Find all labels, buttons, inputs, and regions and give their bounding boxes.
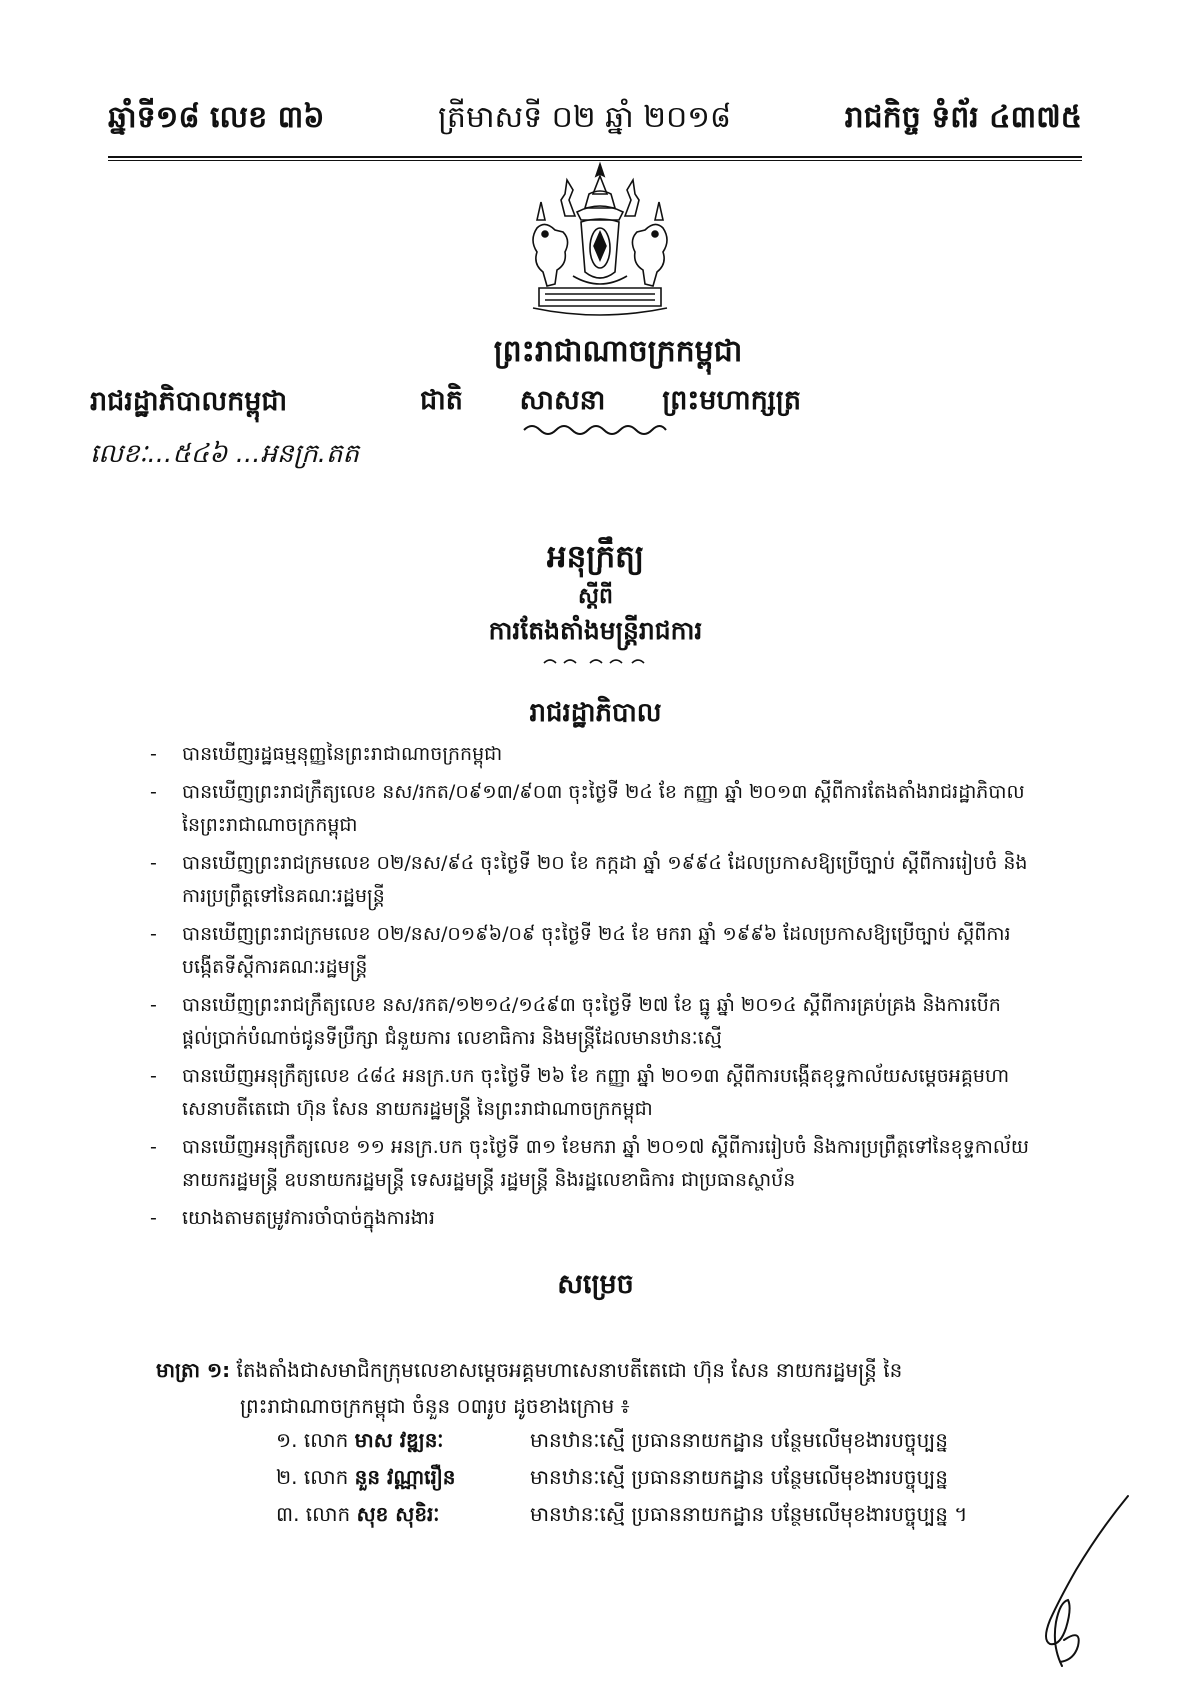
- header-year-issue: ឆ្នាំទី១៨ លេខ ៣៦: [108, 100, 325, 135]
- royal-coat-of-arms-icon: [515, 160, 685, 328]
- header-divider: [108, 156, 1082, 158]
- article-1-label: មាត្រា ១:: [156, 1358, 231, 1382]
- appointee-prefix: ៣. លោក: [276, 1502, 351, 1526]
- decree-reference-number: លេខៈ...៥៤៦ ...អនក្រ.តត: [90, 439, 360, 469]
- handwritten-signature-icon: [1020, 1490, 1140, 1680]
- appointee-prefix: ១. លោក: [276, 1428, 349, 1452]
- list-item: - បានឃើញព្រះរាជក្រឹត្យលេខ នស/រកត/០៩១៣/៩០៣ ចុះថ្ងៃទី ២៤ ខែ កញ្ញា ឆ្នាំ ២០១៣ ស្តីពីការតែងតាំងរាជរដ្ឋាភិបាលនៃព្រះរាជាណាចក្រកម្ពុជា: [150, 781, 1025, 836]
- document-subject: ការតែងតាំងមន្ត្រីរាជការ: [488, 616, 703, 645]
- appointee-prefix: ២. លោក: [276, 1465, 349, 1489]
- appointee-row: [276, 1459, 1006, 1496]
- article-1-text: តែងតាំងជាសមាជិកក្រុមលេខាសម្តេចអគ្គមហាសេនាបតីតេជោ ហ៊ុន សែន នាយករដ្ឋមន្ត្រី នៃ: [236, 1358, 903, 1382]
- appointee-name: សុខ សុខិរៈ: [356, 1502, 440, 1526]
- government-heading: រាជរដ្ឋាភិបាល: [529, 698, 662, 728]
- list-item: - បានឃើញព្រះរាជក្រមលេខ ០២/នស/០១៩៦/០៩ ចុះថ្ងៃទី ២៤ ខែ មករា ឆ្នាំ ១៩៩៦ ដែលប្រកាសឱ្យប្រើច្បាប់ ស្តីពីការបង្កើតទីស្តីការគណៈរដ្ឋមន្ត្រី: [150, 923, 1011, 978]
- appointee-list: [276, 1422, 1006, 1533]
- considerations-list: [150, 738, 1030, 1240]
- list-item: - បានឃើញអនុក្រឹត្យលេខ ៤៨៤ អនក្រ.បក ចុះថ្ងៃទី ២៦ ខែ កញ្ញា ឆ្នាំ ២០១៣ ស្តីពីការបង្កើតខុទ្ទកាល័យសម្តេចអគ្គមហាសេនាបតីតេជោ ហ៊ុន សែន នាយករដ្ឋមន្ត្រី នៃព្រះរាជាណាចក្រកម្ពុជា: [150, 1065, 1010, 1120]
- kingdom-name: ព្រះរាជាណាចក្រកម្ពុជា: [493, 334, 743, 369]
- list-item: - បានឃើញរដ្ឋធម្មនុញ្ញនៃព្រះរាជាណាចក្រកម្ពុជា: [150, 743, 503, 765]
- article-1: [156, 1352, 1026, 1424]
- appointee-role: មានឋានៈស្មើ ប្រធាននាយកដ្ឋាន បន្ថែមលើមុខងារបច្ចុប្បន្ន ។: [530, 1502, 968, 1526]
- list-item: - បានឃើញព្រះរាជក្រឹត្យលេខ នស/រកត/១២១៤/១៤៩៣ ចុះថ្ងៃទី ២៧ ខែ ធ្នូ ឆ្នាំ ២០១៤ ស្តីពីការគ្រប់គ្រង និងការបើកផ្តល់ប្រាក់បំណាច់ជូនទីប្រឹក្សា ជំនួយការ លេខាធិការ និងមន្ត្រីដែលមានឋានៈស្មើ: [150, 994, 1001, 1049]
- appointee-role: មានឋានៈស្មើ ប្រធាននាយកដ្ឋាន បន្ថែមលើមុខងារបច្ចុប្បន្ន: [530, 1428, 948, 1452]
- motto-religion: សាសនា: [519, 385, 606, 416]
- national-motto: [420, 384, 802, 423]
- motto-king: ព្រះមហាក្សត្រ: [662, 385, 802, 416]
- list-item: - យោងតាមតម្រូវការចាំបាច់ក្នុងការងារ: [150, 1207, 435, 1229]
- motto-ornament-icon: [520, 420, 670, 440]
- document-type-title: អនុក្រឹត្យ: [546, 539, 645, 575]
- title-ornament-icon: [540, 655, 650, 669]
- appointee-row: [276, 1422, 1006, 1459]
- document-subject-prefix: ស្តីពី: [578, 584, 613, 609]
- motto-nation: ជាតិ: [420, 385, 463, 416]
- decision-heading: សម្រេច: [557, 1269, 634, 1300]
- article-1-line1: [156, 1352, 1026, 1388]
- header-page-number: រាជកិច្ច ទំព័រ ៤៣៧៥: [844, 100, 1082, 135]
- appointee-name: នួន វណ្ណារឿន: [354, 1465, 456, 1489]
- appointee-row: [276, 1496, 1006, 1533]
- article-1-line2: ព្រះរាជាណាចក្រកម្ពុជា ចំនួន ០៣រូប ដូចខាងក្រោម ៖: [240, 1394, 630, 1418]
- list-item: - បានឃើញព្រះរាជក្រមលេខ ០២/នស/៩៤ ចុះថ្ងៃទី ២០ ខែ កក្កដា ឆ្នាំ ១៩៩៤ ដែលប្រកាសឱ្យប្រើច្បាប់ ស្តីពីការរៀបចំ និងការប្រព្រឹត្តទៅនៃគណៈរដ្ឋមន្ត្រី: [150, 852, 1028, 907]
- list-item: - បានឃើញអនុក្រឹត្យលេខ ១១ អនក្រ.បក ចុះថ្ងៃទី ៣១ ខែមករា ឆ្នាំ ២០១៧ ស្តីពីការរៀបចំ និងការប្រព្រឹត្តទៅនៃខុទ្ទកាល័យនាយករដ្ឋមន្ត្រី ឧបនាយករដ្ឋមន្ត្រី ទេសរដ្ឋមន្ត្រី រដ្ឋមន្ត្រី និងរដ្ឋលេខាធិការ ជាប្រធានស្ថាប័ន: [150, 1136, 1030, 1191]
- appointee-role: មានឋានៈស្មើ ប្រធាននាយកដ្ឋាន បន្ថែមលើមុខងារបច្ចុប្បន្ន: [530, 1465, 948, 1489]
- appointee-name: មាស វឌ្ឍនៈ: [354, 1428, 444, 1452]
- header-date: ត្រីមាសទី ០២ ឆ្នាំ ២០១៨: [438, 100, 732, 135]
- issuing-government: រាជរដ្ឋាភិបាលកម្ពុជា: [90, 386, 288, 417]
- gazette-header: [108, 96, 1082, 156]
